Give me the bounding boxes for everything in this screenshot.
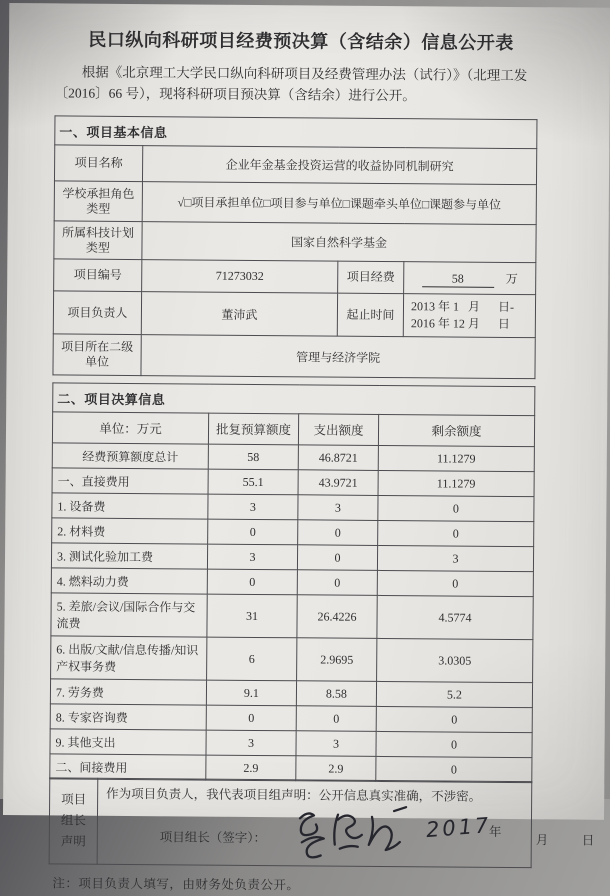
section2-heading: 二、项目决算信息 bbox=[53, 383, 535, 416]
plan-type-label-line2: 类型 bbox=[85, 240, 111, 255]
fee-label: 经费预算额度总计 bbox=[52, 443, 208, 469]
table-row bbox=[53, 291, 535, 338]
table-row bbox=[52, 443, 534, 472]
year-suffix: 年 bbox=[488, 825, 502, 840]
duration-end: 2016 年 12 月 日 bbox=[410, 316, 510, 331]
role-type-label-line2: 类型 bbox=[86, 201, 111, 216]
budget-value: 3 bbox=[208, 494, 298, 520]
duration-value bbox=[403, 294, 535, 338]
basic-info-table bbox=[52, 115, 537, 379]
remain-value: 0 bbox=[376, 706, 532, 732]
dept-label-line1: 项目所在二级 bbox=[61, 339, 134, 355]
dept-label-line2: 单位 bbox=[84, 354, 110, 369]
table-row bbox=[54, 259, 536, 295]
duration-start: 2013 年 1 月 日- bbox=[410, 299, 515, 314]
budget-value: 0 bbox=[206, 705, 296, 731]
remain-value: 11.1279 bbox=[378, 445, 534, 471]
column-header-unit: 单位：万元 bbox=[52, 412, 208, 444]
day-suffix: 日 bbox=[581, 833, 595, 849]
fee-label: 一、直接费用 bbox=[52, 468, 208, 494]
remain-value: 5.2 bbox=[376, 681, 532, 707]
duration-label: 起止时间 bbox=[337, 293, 403, 337]
project-name-value: 企业年金基金投资运营的收益协同机制研究 bbox=[142, 146, 536, 185]
remain-value: 0 bbox=[378, 495, 534, 521]
declaration-label-line1: 项目 bbox=[61, 792, 87, 808]
spent-value: 2.9 bbox=[296, 756, 376, 782]
handwritten-year: 2017 bbox=[425, 813, 493, 843]
table-row bbox=[50, 729, 532, 758]
remain-value: 0 bbox=[376, 731, 532, 757]
role-type-label-line1: 学校承担角色 bbox=[62, 185, 135, 201]
leader-label: 项目负责人 bbox=[53, 291, 141, 335]
month-suffix: 月 bbox=[535, 833, 549, 848]
remain-value: 0 bbox=[376, 756, 532, 782]
remain-value: 3.0305 bbox=[377, 638, 533, 682]
budget-header-row bbox=[52, 412, 534, 447]
declaration-statement: 作为项目负责人，我代表项目组声明：公开信息真实准确，不涉密。 bbox=[106, 787, 482, 805]
budget-value: 9.1 bbox=[206, 680, 296, 706]
spent-value: 0 bbox=[298, 520, 378, 546]
project-name-label: 项目名称 bbox=[54, 145, 142, 182]
budget-value: 0 bbox=[207, 569, 297, 595]
table-row bbox=[54, 145, 536, 185]
budget-value: 3 bbox=[207, 544, 297, 570]
fee-label: 1. 设备费 bbox=[52, 493, 208, 519]
declaration-table bbox=[49, 778, 595, 869]
fee-label: 8. 专家咨询费 bbox=[50, 704, 206, 730]
section1-heading: 一、项目基本信息 bbox=[55, 116, 537, 149]
table-row bbox=[50, 679, 532, 708]
dept-label bbox=[53, 334, 141, 376]
table-row bbox=[53, 334, 535, 379]
fee-label: 4. 燃料动力费 bbox=[51, 568, 207, 594]
table-row bbox=[51, 593, 533, 640]
fee-label: 5. 差旅/会议/国际合作与交流费 bbox=[51, 593, 207, 637]
remain-value: 4.5774 bbox=[377, 595, 533, 639]
photographed-paper bbox=[3, 3, 610, 893]
spent-value: 26.4226 bbox=[297, 595, 377, 639]
remain-value: 11.1279 bbox=[378, 470, 534, 496]
declaration-label-line3: 声明 bbox=[60, 834, 86, 850]
funding-label: 项目经费 bbox=[338, 261, 404, 294]
section1-heading-row bbox=[55, 116, 537, 149]
table-row bbox=[51, 568, 533, 597]
declaration-row bbox=[49, 778, 532, 868]
spent-value: 43.9721 bbox=[298, 470, 378, 496]
footnote: 注：项目负责人填写，由财务处负责公开。 bbox=[52, 876, 300, 893]
fee-label: 3. 测试化验加工费 bbox=[51, 543, 207, 569]
column-header-spent: 支出额度 bbox=[298, 414, 378, 446]
remain-value: 0 bbox=[377, 570, 533, 596]
budget-table bbox=[49, 382, 535, 783]
fee-label: 7. 劳务费 bbox=[50, 679, 206, 705]
budget-value: 31 bbox=[207, 594, 297, 638]
role-type-checkboxes: √□项目承担单位□项目参与单位□课题牵头单位□课题参与单位 bbox=[142, 182, 536, 225]
spent-value: 0 bbox=[296, 706, 376, 732]
funding-unit: 万 bbox=[505, 271, 518, 286]
spent-value: 2.9695 bbox=[297, 638, 377, 682]
leader-value: 董沛武 bbox=[141, 292, 337, 337]
spent-value: 3 bbox=[296, 731, 376, 757]
funding-value-cell bbox=[404, 262, 536, 295]
section2-heading-row bbox=[53, 383, 535, 416]
spent-value: 3 bbox=[298, 495, 378, 521]
intro-line2: 〔2016〕66 号），现将科研项目预决算（含结余）进行公开。 bbox=[54, 85, 416, 104]
plan-type-label-line1: 所属科技计划 bbox=[62, 224, 135, 240]
form-content bbox=[48, 25, 595, 895]
budget-value: 55.1 bbox=[208, 469, 298, 495]
project-number-value: 71273032 bbox=[142, 260, 338, 294]
declaration-label bbox=[49, 778, 98, 864]
table-row bbox=[54, 181, 536, 225]
fee-label: 2. 材料费 bbox=[52, 518, 208, 544]
spent-value: 0 bbox=[297, 545, 377, 571]
funding-amount: 58 bbox=[422, 271, 494, 288]
declaration-label-line2: 组长 bbox=[60, 813, 87, 829]
budget-value: 2.9 bbox=[206, 755, 296, 781]
budget-value: 3 bbox=[206, 730, 296, 756]
table-row bbox=[52, 493, 534, 522]
budget-value: 6 bbox=[207, 637, 297, 681]
budget-value: 0 bbox=[208, 519, 298, 545]
table-row bbox=[50, 704, 532, 733]
budget-value: 58 bbox=[208, 444, 298, 470]
table-row bbox=[54, 221, 536, 263]
spent-value: 8.58 bbox=[296, 681, 376, 707]
declaration-content bbox=[97, 779, 595, 868]
column-header-budget: 批复预算额度 bbox=[208, 413, 298, 445]
spent-value: 46.8721 bbox=[298, 445, 378, 471]
table-row bbox=[52, 468, 534, 497]
dept-value: 管理与经济学院 bbox=[141, 335, 535, 379]
remain-value: 0 bbox=[378, 520, 534, 546]
project-number-label: 项目编号 bbox=[54, 259, 142, 292]
signature-row bbox=[106, 805, 595, 860]
signature-label: 项目组长（签字）： bbox=[159, 830, 267, 846]
fee-label: 6. 出版/文献/信息传播/知识产权事务费 bbox=[51, 636, 207, 680]
intro-line1: 根据《北京理工大学民口纵向科研项目及经费管理办法（试行）》（北理工发 bbox=[81, 64, 528, 84]
plan-type-label bbox=[54, 221, 142, 260]
plan-type-value: 国家自然科学基金 bbox=[142, 222, 536, 263]
column-header-remain: 剩余额度 bbox=[378, 414, 534, 446]
table-row bbox=[51, 543, 533, 572]
table-row bbox=[52, 518, 534, 547]
handwritten-signature bbox=[286, 805, 414, 860]
role-type-label bbox=[54, 181, 142, 222]
spent-value: 0 bbox=[297, 570, 377, 596]
intro-paragraph bbox=[55, 61, 547, 107]
fee-label: 二、间接费用 bbox=[50, 754, 206, 780]
page-title: 民口纵向科研项目经费预决算（含结余）信息公开表 bbox=[88, 29, 514, 53]
remain-value: 3 bbox=[377, 545, 533, 571]
table-row bbox=[51, 636, 533, 683]
fee-label: 9. 其他支出 bbox=[50, 729, 206, 755]
